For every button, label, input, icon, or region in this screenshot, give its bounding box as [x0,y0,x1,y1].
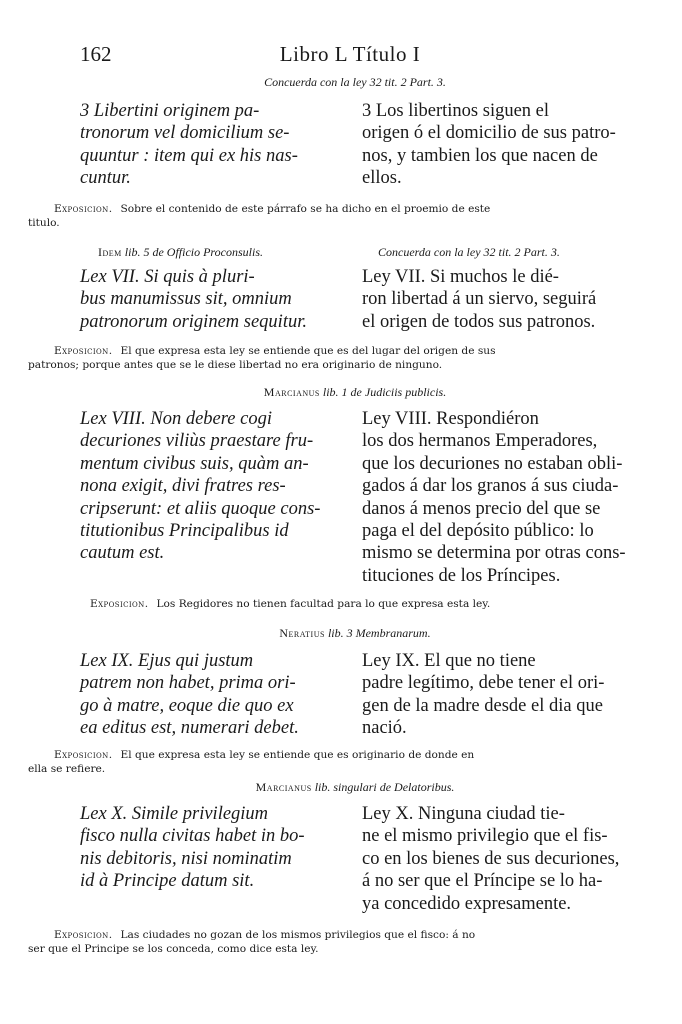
spanish-line: ya concedido expresamente. [362,893,572,914]
exposicion-text: Sobre el contenido de este párrafo se ha dicho en el proemio de este [120,203,491,215]
exposicion-text: El que expresa esta ley se entiende que es del lugar del origen de sus [120,345,496,357]
spanish-line: ron libertad á un siervo, seguirá [362,289,597,310]
source-author: Idem [98,245,122,259]
spanish-column [362,100,630,190]
latin-line: bus manumissus sit, omnium [80,289,292,310]
lex8-source-line [80,384,630,400]
lex10-text [80,803,630,917]
exposicion-label: Exposicion. [90,598,149,610]
sec3-concordance [80,74,630,90]
lex7-text [80,266,630,336]
spanish-column [362,650,630,740]
spanish-column [362,408,630,587]
latin-line: nis debitoris, nisi nominatim [80,848,292,869]
spanish-line: nació. [362,718,407,739]
latin-line: patronorum originem sequitur. [80,311,307,332]
latin-line: cautum est. [80,543,165,564]
latin-line: cuntur. [80,168,131,189]
latin-line: fisco nulla civitas habet in bo- [80,826,305,847]
spanish-line: paga el del depósito público: lo [362,521,594,542]
latin-line: tronorum vel domicilium se- [80,123,290,144]
latin-line: id à Principe datum sit. [80,871,255,892]
lex9-text [80,650,630,742]
sec3-exposicion [28,202,630,230]
latin-line: decuriones viliùs praestare fru- [80,431,314,452]
spanish-line: padre legítimo, debe tener el ori- [362,673,605,694]
spanish-line: origen ó el domicilio de sus patro- [362,123,616,144]
spanish-line: á no ser que el Príncipe se lo ha- [362,871,603,892]
page-header [80,42,620,72]
source-citation [80,625,630,641]
spanish-line: Ley X. Ninguna ciudad tie- [362,804,565,824]
spanish-line: mismo se determina por otras cons- [362,543,626,564]
exposicion-text: Los Regidores no tienen facultad para lo que expresa esta ley. [156,598,491,610]
spanish-line: gados á dar los granos á sus ciuda- [362,476,619,497]
latin-line: Lex IX. Ejus qui justum [80,651,254,671]
source-work: lib. 1 de Judiciis publicis. [322,385,447,399]
exposicion-text: titulo. [28,217,60,229]
latin-line: quuntur : item qui ex his nas- [80,145,298,166]
page-number: 162 [80,42,112,66]
latin-line: nona exigit, divi fratres res- [80,476,286,497]
spanish-line: que los decuriones no estaban obli- [362,453,623,474]
latin-column [80,650,348,740]
latin-column [80,803,348,893]
spanish-line: co en los bienes de sus decuriones, [362,848,620,869]
spanish-line: ne el mismo privilegio que el fis- [362,826,608,847]
exposicion-text: ella se refiere. [28,763,106,775]
exposicion-label: Exposicion. [54,749,113,761]
source-work: lib. 5 de Officio Proconsulis. [124,245,263,259]
lex10-exposicion [28,928,630,956]
lex10-source-line [80,779,630,795]
spanish-column [362,266,630,333]
spanish-line: danos á menos precio del que se [362,498,601,519]
latin-column [80,408,348,565]
source-citation [80,384,630,400]
source-author: Neratius [279,626,325,640]
exposicion-label: Exposicion. [54,345,113,357]
source-citation [98,244,263,260]
exposicion-text: ser que el Principe se los conceda, como dice esta ley. [28,943,319,955]
concordance-note: Concuerda con la ley 32 tit. 2 Part. 3. [378,245,560,259]
latin-line: 3 Libertini originem pa- [80,101,260,121]
source-author: Marcianus [263,385,320,399]
latin-line: titutionibus Principalibus id [80,521,289,542]
spanish-line: el origen de todos sus patronos. [362,311,596,332]
spanish-line: gen de la madre desde el dia que [362,695,603,716]
spanish-line: ellos. [362,168,402,189]
spanish-line: 3 Los libertinos siguen el [362,101,550,121]
spanish-line: Ley IX. El que no tiene [362,651,536,671]
source-work: lib. singulari de Delatoribus. [314,780,455,794]
spanish-line: tituciones de los Príncipes. [362,565,561,586]
sec3-text [80,100,630,192]
spanish-line: Ley VII. Si muchos le dié- [362,267,559,287]
spanish-column [362,803,630,915]
source-citation [80,779,630,795]
lex8-text [80,408,630,590]
spanish-line: Ley VIII. Respondiéron [362,409,539,429]
lex7-exposicion [28,344,630,372]
exposicion-label: Exposicion. [54,203,113,215]
latin-line: Lex VIII. Non debere cogi [80,409,272,429]
latin-line: cripserunt: et aliis quoque cons- [80,498,321,519]
spanish-line: los dos hermanos Emperadores, [362,431,598,452]
latin-line: mentum civibus suis, quàm an- [80,453,309,474]
exposicion-label: Exposicion. [54,929,113,941]
latin-line: Lex VII. Si quis à pluri- [80,267,255,287]
exposicion-text: patronos; porque antes que se le diese libertad no era originario de ninguno. [28,359,443,371]
latin-column [80,266,348,333]
source-author: Marcianus [255,780,312,794]
lex9-exposicion [28,748,630,776]
lex7-source-line [80,244,630,260]
lex9-source-line [80,625,630,641]
concordance-note: Concuerda con la ley 32 tit. 2 Part. 3. [264,75,446,89]
exposicion-text: Las ciudades no gozan de los mismos privilegios que el fisco: á no [120,929,476,941]
latin-line: patrem non habet, prima ori- [80,673,296,694]
lex8-exposicion [90,597,666,611]
latin-column [80,100,348,190]
spanish-line: nos, y tambien los que nacen de [362,145,598,166]
latin-line: Lex X. Simile privilegium [80,804,269,824]
running-title: Libro L Título I [279,42,421,66]
exposicion-text: El que expresa esta ley se entiende que es originario de donde en [120,749,475,761]
latin-line: go à matre, eoque die quo ex [80,695,294,716]
latin-line: ea editus est, numerari debet. [80,718,299,739]
source-work: lib. 3 Membranarum. [327,626,431,640]
